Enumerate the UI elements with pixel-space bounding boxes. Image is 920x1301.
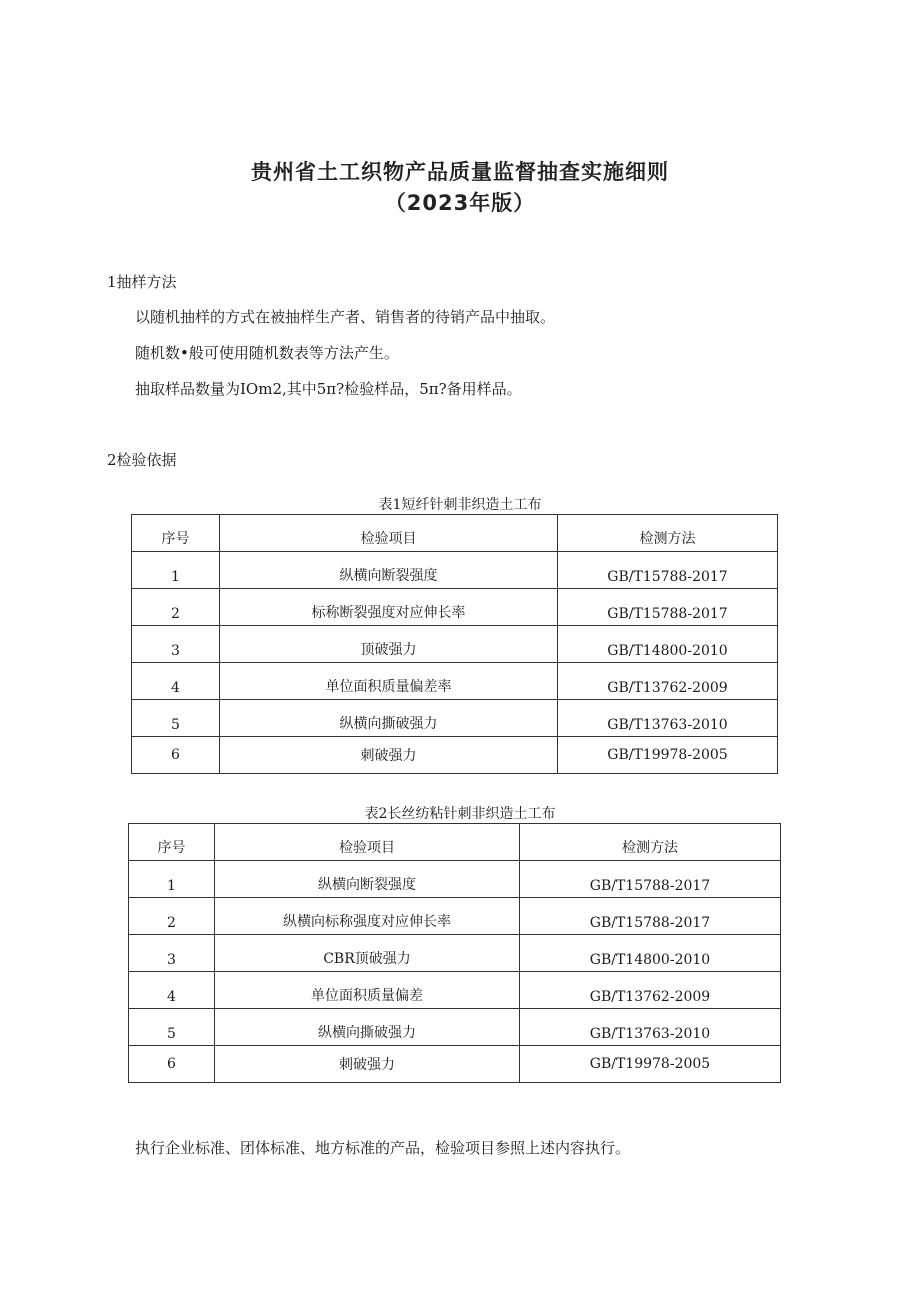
table-cell: 6 [129, 1046, 215, 1083]
table-cell: 顶破强力 [220, 626, 558, 663]
table-row [129, 1046, 781, 1083]
table-2-caption: 表2长丝纺粘针刺非织造土工布 [364, 806, 556, 822]
table-cell: 单位面积质量偏差 [215, 972, 520, 1009]
section-1-heading: 1抽样方法 [107, 273, 177, 291]
table-cell: 纵横向断裂强度 [220, 552, 558, 589]
table-row [132, 737, 778, 774]
table-row [129, 972, 781, 1009]
header-cell: 检验项目 [215, 824, 520, 861]
paragraph-sample-quantity: 抽取样品数量为IOm2,其中5π?检验样品，5π?备用样品。 [135, 380, 522, 398]
table-cell: 标称断裂强度对应伸长率 [220, 589, 558, 626]
table-cell: GB/T13763-2010 [520, 1009, 781, 1046]
table-cell: GB/T15788-2017 [558, 589, 778, 626]
document-title: 贵州省土工织物产品质量监督抽查实施细则 [251, 160, 669, 184]
table-cell: GB/T13763-2010 [558, 700, 778, 737]
table-cell: 纵横向撕破强力 [215, 1009, 520, 1046]
table-cell: GB/T15788-2017 [520, 861, 781, 898]
table-cell: 1 [129, 861, 215, 898]
table-row [129, 898, 781, 935]
table-cell: GB/T13762-2009 [520, 972, 781, 1009]
table-1-caption: 表1短纤针刺非织造土工布 [378, 497, 542, 513]
document-subtitle: （2023年版） [384, 191, 536, 215]
table-cell: 刺破强力 [215, 1046, 520, 1083]
table-row [129, 1009, 781, 1046]
paragraph-sampling-method: 以随机抽样的方式在被抽样生产者、销售者的待销产品中抽取。 [135, 308, 556, 326]
table-cell: 6 [132, 737, 220, 774]
table-row [129, 861, 781, 898]
table-row [132, 663, 778, 700]
header-cell: 序号 [129, 824, 215, 861]
table-cell: GB/T14800-2010 [558, 626, 778, 663]
table-cell: 3 [129, 935, 215, 972]
table-cell: 1 [132, 552, 220, 589]
table-cell: 纵横向标称强度对应伸长率 [215, 898, 520, 935]
section-2-heading: 2检验依据 [107, 451, 177, 469]
table-2 [128, 823, 781, 1083]
table-cell: GB/T19978-2005 [520, 1046, 781, 1083]
table-cell: 3 [132, 626, 220, 663]
table-cell: 5 [132, 700, 220, 737]
table-cell: 2 [132, 589, 220, 626]
table-cell: GB/T13762-2009 [558, 663, 778, 700]
table-row [132, 626, 778, 663]
table-header-row [129, 824, 781, 861]
table-row [129, 935, 781, 972]
header-cell: 检验项目 [220, 515, 558, 552]
table-cell: 4 [129, 972, 215, 1009]
table-1 [131, 514, 778, 774]
paragraph-random-number: 随机数•般可使用随机数表等方法产生。 [135, 344, 399, 362]
closing-paragraph: 执行企业标准、团体标准、地方标准的产品，检验项目参照上述内容执行。 [135, 1139, 631, 1157]
table-cell: 5 [129, 1009, 215, 1046]
table-cell: 刺破强力 [220, 737, 558, 774]
table-cell: GB/T19978-2005 [558, 737, 778, 774]
table-cell: GB/T15788-2017 [558, 552, 778, 589]
table-row [132, 552, 778, 589]
header-cell: 检测方法 [520, 824, 781, 861]
header-cell: 序号 [132, 515, 220, 552]
table-cell: 4 [132, 663, 220, 700]
table-cell: 纵横向撕破强力 [220, 700, 558, 737]
table-cell: 单位面积质量偏差率 [220, 663, 558, 700]
table-cell: 2 [129, 898, 215, 935]
table-row [132, 700, 778, 737]
table-cell: CBR顶破强力 [215, 935, 520, 972]
table-row [132, 589, 778, 626]
table-header-row [132, 515, 778, 552]
table-cell: GB/T14800-2010 [520, 935, 781, 972]
table-cell: GB/T15788-2017 [520, 898, 781, 935]
header-cell: 检测方法 [558, 515, 778, 552]
table-cell: 纵横向断裂强度 [215, 861, 520, 898]
